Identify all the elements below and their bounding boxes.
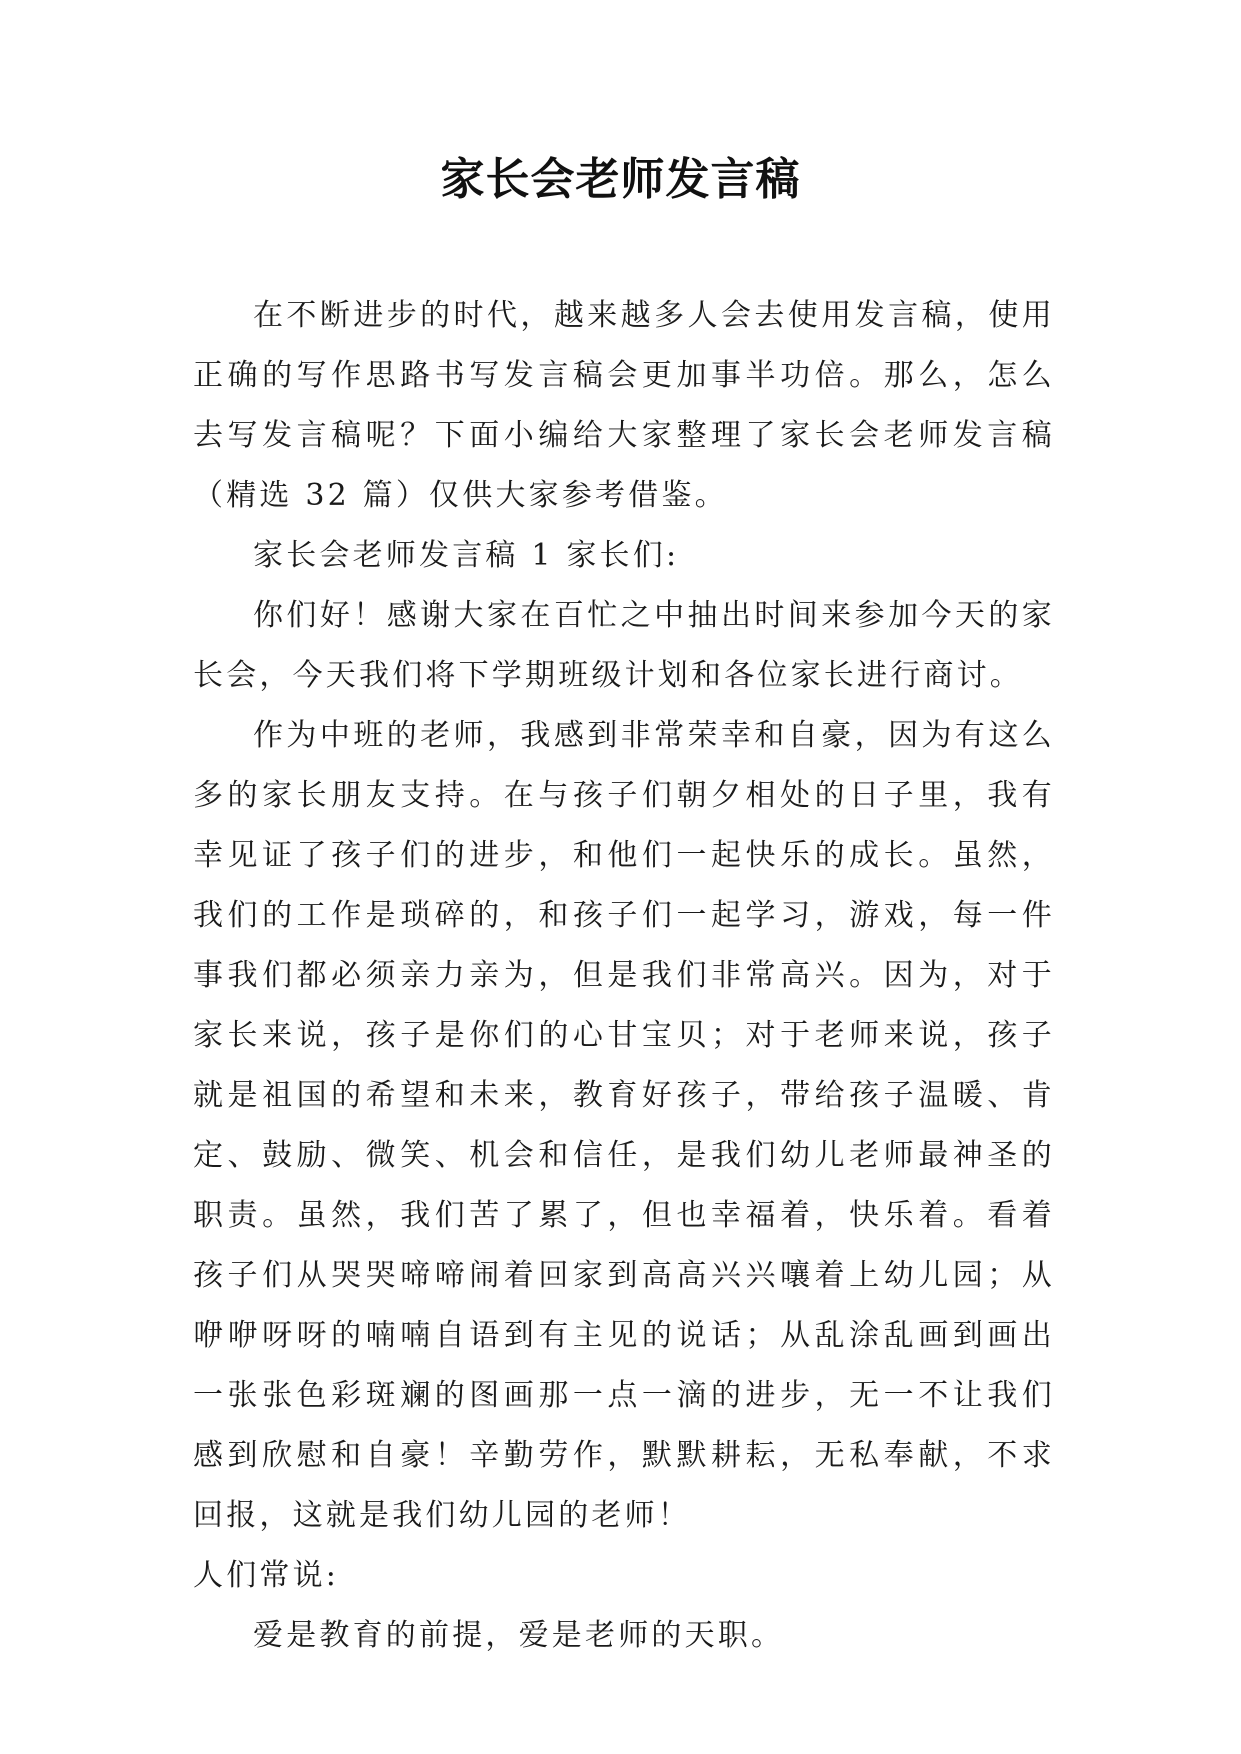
document-title: 家长会老师发言稿 [440,154,801,205]
paragraph-saying-intro: 人们常说: [193,1558,340,1593]
paragraph-speech-heading: 家长会老师发言稿 1 家长们: [253,538,680,573]
paragraph-saying: 爱是教育的前提，爱是老师的天职。 [253,1618,785,1653]
document-body [193,286,1055,1666]
paragraph-intro: 在不断进步的时代，越来越多人会去使用发言稿，使用正确的写作思路书写发言稿会更加事半功倍。那么，怎么去写发言稿呢？下面小编给大家整理了家长会老师发言稿（精选 32 篇）仅供大家参考借鉴。 [193,298,1055,513]
paragraph-greeting: 你们好！感谢大家在百忙之中抽出时间来参加今天的家长会，今天我们将下学期班级计划和各位家长进行商讨。 [193,598,1055,693]
paragraph-main: 作为中班的老师，我感到非常荣幸和自豪，因为有这么多的家长朋友支持。在与孩子们朝夕相处的日子里，我有幸见证了孩子们的进步，和他们一起快乐的成长。虽然，我们的工作是琐碎的，和孩子们一起学习，游戏，每一件事我们都必须亲力亲为，但是我们非常高兴。因为，对于家长来说，孩子是你们的心甘宝贝；对于老师来说，孩子就是祖国的希望和未来，教育好孩子，带给孩子温暖、肯定、鼓励、微笑、机会和信任，是我们幼儿老师最神圣的职责。虽然，我们苦了累了，但也幸福着，快乐着。看着孩子们从哭哭啼啼闹着回家到高高兴兴嚷着上幼儿园；从咿咿呀呀的喃喃自语到有主见的说话；从乱涂乱画到画出一张张色彩斑斓的图画那一点一滴的进步，无一不让我们感到欣慰和自豪！辛勤劳作，默默耕耘，无私奉献，不求回报，这就是我们幼儿园的老师！ [193,718,1055,1533]
